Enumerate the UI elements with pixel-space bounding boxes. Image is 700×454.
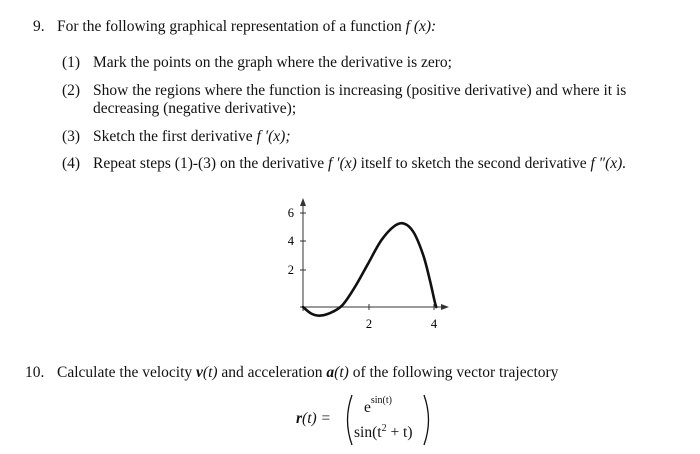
problem-9-number: 9. — [33, 18, 45, 35]
item-2-text: Show the regions where the function is increasing (positive derivative) and where it is — [93, 82, 627, 99]
x-axis — [300, 304, 449, 310]
problem-9-intro — [57, 18, 436, 36]
vector-bottom-entry — [354, 423, 413, 442]
bottom-entry-b: + t) — [390, 424, 413, 442]
trajectory-symbol: r — [296, 410, 303, 427]
problem-10-number: 10. — [25, 364, 45, 381]
x-axis-arrow-icon — [441, 304, 449, 310]
problem-9-intro-text: For the following graphical representation of a function — [57, 18, 402, 35]
item-3-text — [93, 128, 291, 146]
item-2-number: (2) — [62, 82, 81, 99]
top-entry-exponent: sin(t) — [370, 395, 392, 406]
item-4-text-before: Repeat steps (1)-(3) on the derivative — [93, 155, 325, 172]
formula-lhs — [296, 410, 331, 428]
y-axis — [300, 198, 306, 311]
left-paren-icon — [348, 395, 353, 445]
item-2-text-cont: decreasing (negative derivative); — [93, 100, 297, 117]
problem-10-text-mid: and acceleration — [221, 364, 323, 381]
x-tick-4: 4 — [430, 317, 438, 331]
x-tick-2: 2 — [365, 317, 373, 331]
y-axis-arrow-icon — [300, 198, 306, 206]
item-4-text-mid: itself to sketch the second derivative — [360, 155, 587, 172]
bottom-entry-exponent: 2 — [381, 423, 387, 434]
y-tick-4: 4 — [287, 234, 294, 248]
velocity-symbol: v — [196, 364, 203, 381]
function-curve — [303, 223, 436, 316]
item-4-text — [93, 155, 626, 173]
second-derivative-symbol: f ″(x). — [590, 155, 627, 172]
problem-10-text-after: of the following vector trajectory — [352, 364, 559, 381]
problem-10-text-before: Calculate the velocity — [57, 364, 193, 381]
first-derivative-symbol: f ′(x); — [256, 128, 291, 145]
y-tick-2: 2 — [287, 263, 294, 277]
function-symbol: f (x): — [405, 18, 437, 35]
acceleration-symbol: a — [326, 364, 335, 381]
function-graph — [270, 193, 460, 338]
item-1-number: (1) — [62, 54, 81, 71]
derivative-symbol: f ′(x) — [328, 155, 357, 172]
velocity-arg: (t) — [202, 364, 218, 381]
item-3-text-before: Sketch the first derivative — [93, 128, 253, 145]
trajectory-arg: (t) = — [302, 410, 332, 427]
item-3-number: (3) — [62, 128, 81, 145]
item-4-number: (4) — [62, 155, 81, 172]
right-paren-icon — [424, 395, 429, 445]
acceleration-arg: (t) — [334, 364, 349, 381]
problem-10-text — [57, 364, 558, 382]
bottom-entry-a: sin(t — [354, 424, 382, 442]
item-1-text: Mark the points on the graph where the derivative is zero; — [93, 54, 452, 71]
vector-top-entry — [364, 395, 392, 417]
y-tick-6: 6 — [287, 206, 294, 220]
top-entry-base: e — [364, 399, 371, 417]
